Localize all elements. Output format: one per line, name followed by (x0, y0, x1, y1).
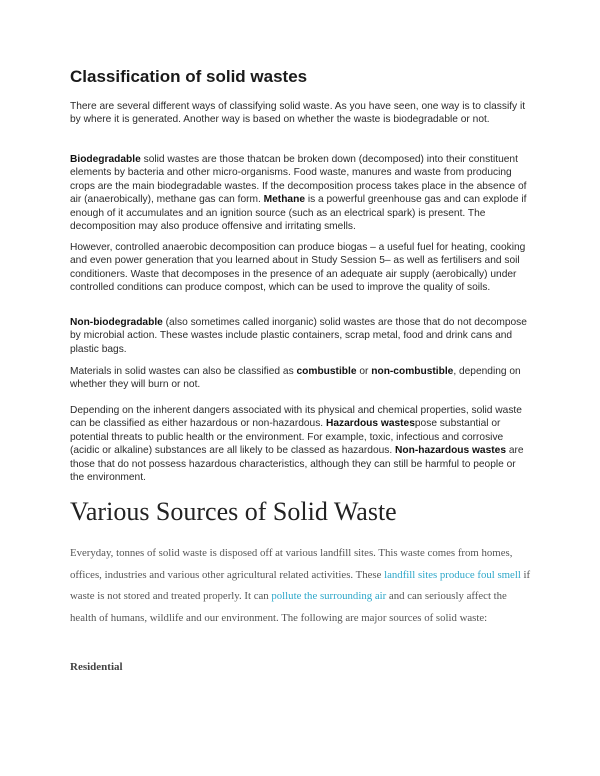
section-heading-classification: Classification of solid wastes (70, 67, 308, 86)
hazardous-text-c: are those that do not possess hazardous characteristics, although they can still be harmful to people or the environment. (70, 445, 524, 484)
hazardous-paragraph (70, 404, 532, 484)
link-landfill-foul-smell[interactable]: landfill sites produce foul smell (384, 568, 521, 581)
methane-text: is a powerful greenhouse gas and can explode if enough of it accumulates and an ignition source (such as an electrical spark) is present. The decomposition may also produce offensive and irritating smells. (70, 194, 527, 233)
section-heading-sources: Various Sources of Solid Waste (70, 497, 397, 526)
combustible-text-a: Materials in solid wastes can also be classified as (70, 366, 297, 377)
biodegradable-paragraph (70, 153, 532, 233)
term-hazardous-wastes: Hazardous wastes (325, 418, 415, 430)
sources-text-a: Everyday, tonnes of solid waste is disposed off at various landfill sites. This waste comes from homes, offices, industries and various other agricultural related activities. These (70, 547, 513, 581)
combustible-text-b: or (356, 366, 372, 377)
term-non-combustible: non-combustible (371, 366, 454, 377)
non-biodegradable-text: (also sometimes called inorganic) solid wastes are those that do not decompose by microbial action. These wastes include plastic containers, scrap metal, food and drink cans and plastic bags. (70, 317, 527, 355)
term-non-biodegradable: Non-biodegradable (70, 317, 163, 328)
subheading-residential: Residential (70, 661, 123, 673)
sources-text-c: and can seriously affect the health of humans, wildlife and our environment. The following are major sources of solid waste: (70, 590, 507, 624)
anaerobic-paragraph: However, controlled anaerobic decomposition can produce biogas – a useful fuel for heating, cooking and even power generation that you learned about in Study Session 5– as well as fertilisers and soil conditioners. Waste that decomposes in the presence of an adequate air supply (aerobically) under controlled conditions can produce compost, which can be used to improve the quality of soils. (70, 242, 526, 294)
non-biodegradable-paragraph (70, 316, 532, 356)
biodegradable-text: solid wastes are those thatcan be broken down (decomposed) into their constituent elements by bacteria and other micro-organisms. Food waste, manures and waste from producing crops are the main biodegradable wastes. If the decomposition process takes place in the absence of air (anaerobically), methane gas can form. (70, 154, 527, 206)
link-pollute-air[interactable]: pollute the surrounding air (271, 590, 387, 602)
combustible-text-c: , depending on whether they will burn or not. (70, 366, 521, 391)
term-biodegradable: Biodegradable (70, 154, 141, 165)
sources-text-b: if waste is not stored and treated properly. It can (70, 568, 531, 602)
term-combustible: combustible (296, 366, 357, 377)
term-methane: Methane (263, 194, 305, 206)
sources-paragraph (70, 543, 532, 629)
hazardous-text-b: pose substantial or potential threats to public health or the environment. For example, toxic, infectious and corrosive (acidic or alkaline) substances are all likely to be classed as hazardous. (70, 418, 504, 457)
combustible-paragraph (70, 365, 532, 392)
hazardous-text-a: Depending on the inherent dangers associated with its physical and chemical properties, solid waste can be classified as either hazardous or non-hazardous. (70, 405, 522, 430)
term-non-hazardous-wastes: Non-hazardous wastes (395, 445, 506, 457)
intro-paragraph: There are several different ways of classifying solid waste. As you have seen, one way is to classify it by where it is generated. Another way is based on whether the waste is biodegradable or not. (70, 101, 526, 126)
